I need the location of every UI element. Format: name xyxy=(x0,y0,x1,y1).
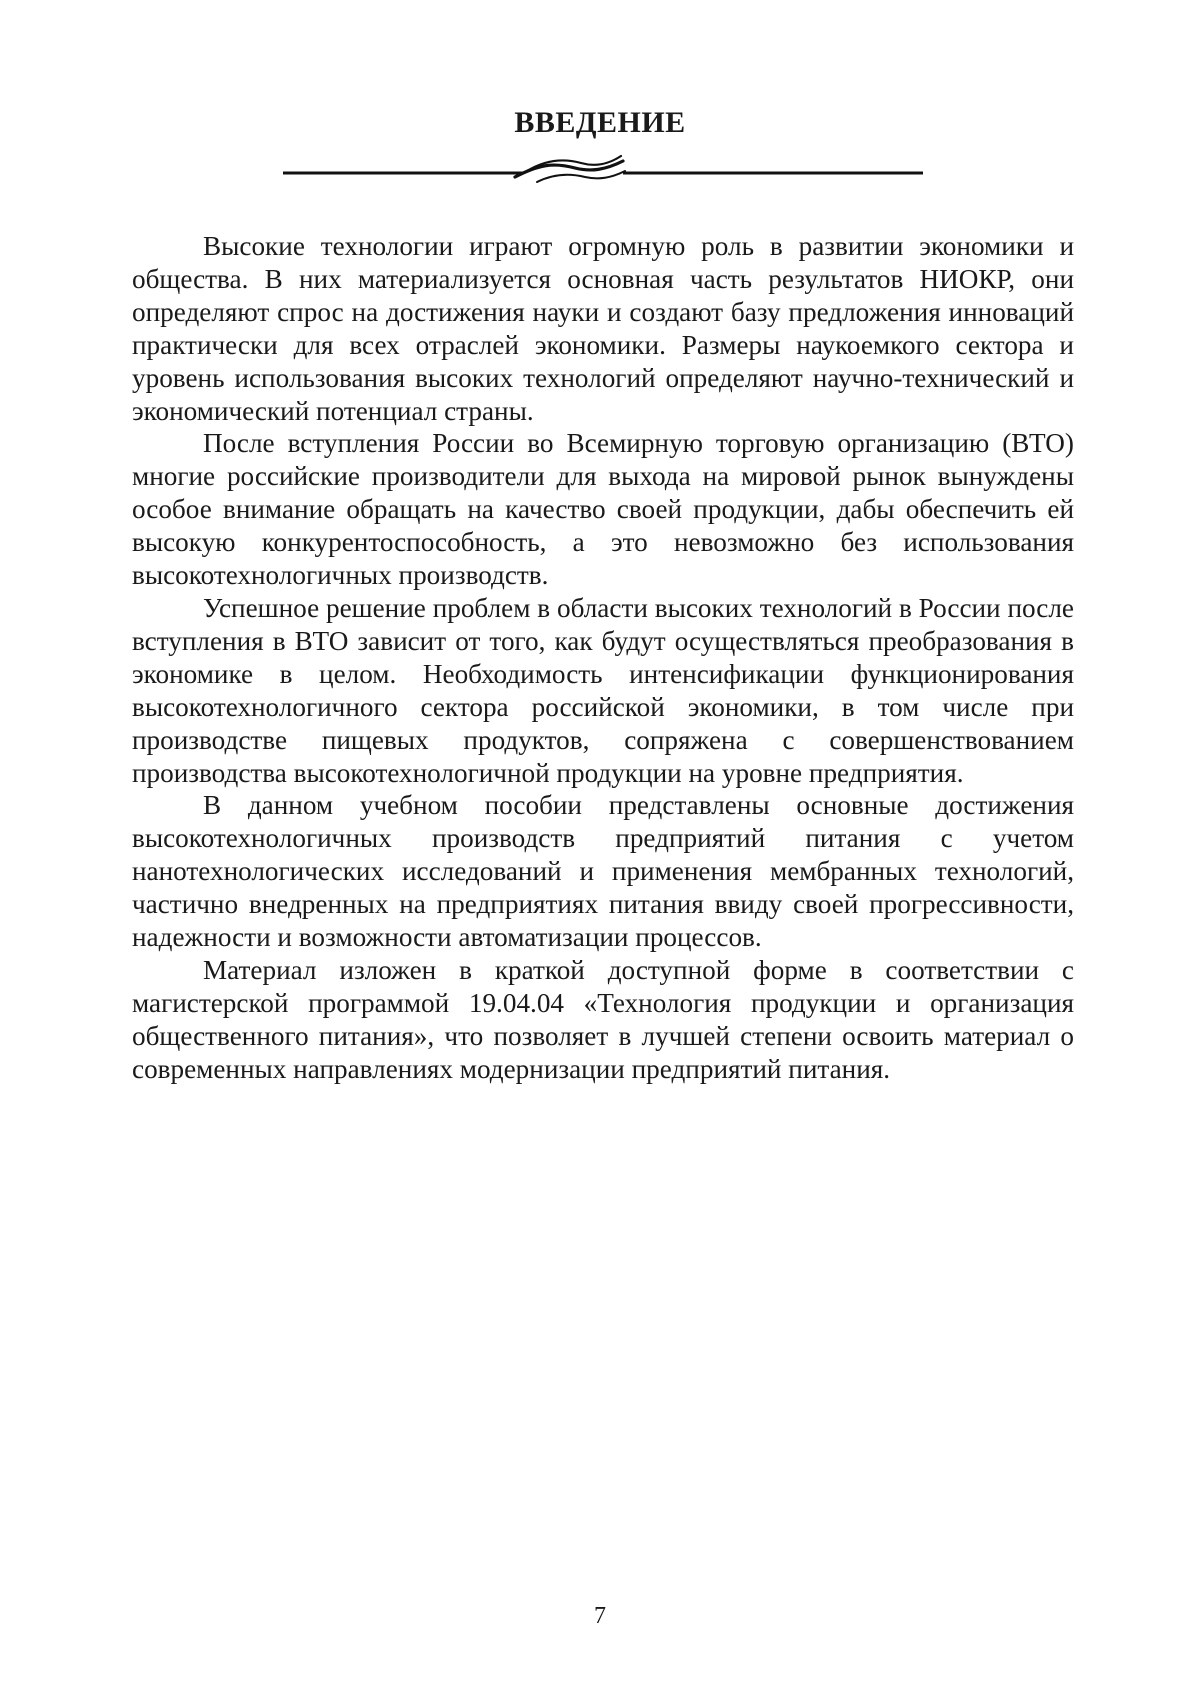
body-text xyxy=(132,230,1074,1086)
paragraph: В данном учебном пособии представлены основные достижения высокотехнологичных производств предприятий питания с учетом нанотехнологических исследований и применения мембранных технологий, частично внедренных на предприятиях питания ввиду своей прогрессивности, надежности и возможности автоматизации процессов. xyxy=(132,789,1074,954)
chapter-title: ВВЕДЕНИЕ xyxy=(0,106,1200,140)
document-page xyxy=(0,0,1200,1697)
title-ornament-icon xyxy=(283,147,923,187)
paragraph: Материал изложен в краткой доступной форме в соответствии с магистерской программой 19.04.04 «Технология продукции и организация общественного питания», что позволяет в лучшей степени освоить материал о современных направлениях модернизации предприятий питания. xyxy=(132,954,1074,1086)
paragraph: Успешное решение проблем в области высоких технологий в России после вступления в ВТО зависит от того, как будут осуществляться преобразования в экономике в целом. Необходимость интенсификации функционирования высокотехнологичного сектора российской экономики, в том числе при производстве пищевых продуктов, сопряжена с совершенствованием производства высокотехнологичной продукции на уровне предприятия. xyxy=(132,592,1074,789)
page-number: 7 xyxy=(0,1603,1200,1630)
paragraph: После вступления России во Всемирную торговую организацию (ВТО) многие российские производители для выхода на мировой рынок вынуждены особое внимание обращать на качество своей продукции, дабы обеспечить ей высокую конкурентоспособность, а это невозможно без использования высокотехнологичных производств. xyxy=(132,427,1074,592)
paragraph: Высокие технологии играют огромную роль в развитии экономики и общества. В них материализуется основная часть результатов НИОКР, они определяют спрос на достижения науки и создают базу предложения инноваций практически для всех отраслей экономики. Размеры наукоемкого сектора и уровень использования высоких технологий определяют научно-технический и экономический потенциал страны. xyxy=(132,230,1074,427)
